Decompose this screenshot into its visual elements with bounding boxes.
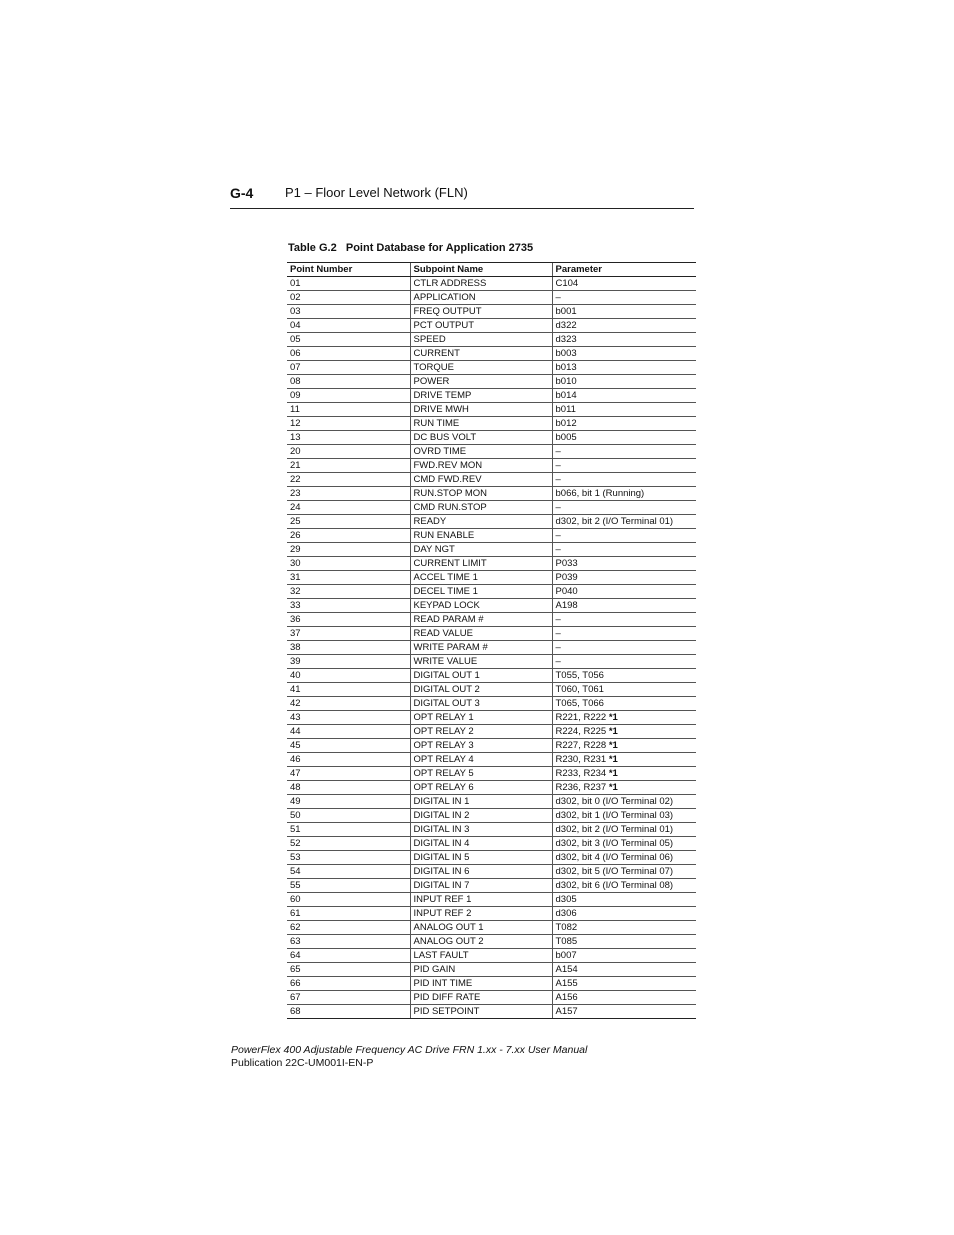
parameter-cell — [552, 557, 696, 571]
point-number-cell: 54 — [287, 865, 410, 879]
table-header-row — [287, 263, 696, 277]
table-row — [287, 347, 696, 361]
subpoint-name-cell: READ PARAM # — [410, 613, 552, 627]
parameter-value: P040 — [555, 586, 578, 597]
parameter-value: d323 — [555, 334, 577, 345]
parameter-value: d302, bit 4 (I/O Terminal 06) — [555, 852, 674, 863]
point-number-cell: 30 — [287, 557, 410, 571]
table-row — [287, 431, 696, 445]
parameter-value: T065, T066 — [555, 698, 604, 709]
parameter-value: d302, bit 6 (I/O Terminal 08) — [555, 880, 674, 891]
parameter-cell — [552, 277, 696, 291]
table-row — [287, 837, 696, 851]
subpoint-name-cell: DIGITAL IN 5 — [410, 851, 552, 865]
parameter-cell — [552, 781, 696, 795]
parameter-cell — [552, 305, 696, 319]
point-number-cell: 09 — [287, 389, 410, 403]
parameter-cell — [552, 823, 696, 837]
point-number-cell: 65 — [287, 963, 410, 977]
table-row — [287, 767, 696, 781]
parameter-value: P033 — [555, 558, 578, 569]
point-number-cell: 13 — [287, 431, 410, 445]
parameter-value: – — [555, 446, 561, 457]
parameter-cell — [552, 431, 696, 445]
point-number-cell: 39 — [287, 655, 410, 669]
parameter-value: d302, bit 0 (I/O Terminal 02) — [555, 796, 674, 807]
point-number-cell: 47 — [287, 767, 410, 781]
subpoint-name-cell: ANALOG OUT 1 — [410, 921, 552, 935]
parameter-value: d302, bit 5 (I/O Terminal 07) — [555, 866, 674, 877]
table-row — [287, 641, 696, 655]
table-row — [287, 921, 696, 935]
parameter-cell — [552, 333, 696, 347]
point-number-cell: 22 — [287, 473, 410, 487]
subpoint-name-cell: DIGITAL IN 3 — [410, 823, 552, 837]
point-number-cell: 43 — [287, 711, 410, 725]
subpoint-name-cell: DC BUS VOLT — [410, 431, 552, 445]
subpoint-name-cell: PID INT TIME — [410, 977, 552, 991]
table-row — [287, 459, 696, 473]
parameter-cell — [552, 543, 696, 557]
point-number-cell: 03 — [287, 305, 410, 319]
table-row — [287, 473, 696, 487]
subpoint-name-cell: LAST FAULT — [410, 949, 552, 963]
parameter-cell — [552, 739, 696, 753]
table-row — [287, 515, 696, 529]
subpoint-name-cell: DRIVE TEMP — [410, 389, 552, 403]
table-row — [287, 627, 696, 641]
parameter-value: b003 — [555, 348, 577, 359]
parameter-value: d322 — [555, 320, 577, 331]
point-number-cell: 21 — [287, 459, 410, 473]
footnote-marker: *1 — [608, 782, 618, 793]
table-row — [287, 669, 696, 683]
parameter-value: d306 — [555, 908, 577, 919]
subpoint-name-cell: OPT RELAY 4 — [410, 753, 552, 767]
subpoint-name-cell: OPT RELAY 6 — [410, 781, 552, 795]
column-header-parameter: Parameter — [552, 263, 696, 277]
subpoint-name-cell: DRIVE MWH — [410, 403, 552, 417]
point-number-cell: 49 — [287, 795, 410, 809]
table-row — [287, 291, 696, 305]
subpoint-name-cell: ANALOG OUT 2 — [410, 935, 552, 949]
point-number-cell: 48 — [287, 781, 410, 795]
point-number-cell: 24 — [287, 501, 410, 515]
parameter-cell — [552, 529, 696, 543]
subpoint-name-cell: DIGITAL OUT 2 — [410, 683, 552, 697]
point-number-cell: 55 — [287, 879, 410, 893]
parameter-cell — [552, 627, 696, 641]
point-number-cell: 31 — [287, 571, 410, 585]
subpoint-name-cell: RUN.STOP MON — [410, 487, 552, 501]
parameter-value: b013 — [555, 362, 577, 373]
parameter-cell — [552, 459, 696, 473]
parameter-value: A156 — [555, 992, 578, 1003]
point-number-cell: 12 — [287, 417, 410, 431]
parameter-cell — [552, 613, 696, 627]
point-number-cell: 50 — [287, 809, 410, 823]
subpoint-name-cell: FWD.REV MON — [410, 459, 552, 473]
point-number-cell: 05 — [287, 333, 410, 347]
table-row — [287, 277, 696, 291]
footnote-marker: *1 — [608, 712, 618, 723]
table-row — [287, 487, 696, 501]
subpoint-name-cell: WRITE VALUE — [410, 655, 552, 669]
parameter-value: d305 — [555, 894, 577, 905]
parameter-cell — [552, 711, 696, 725]
table-row — [287, 445, 696, 459]
point-number-cell: 61 — [287, 907, 410, 921]
parameter-value: b010 — [555, 376, 577, 387]
parameter-cell — [552, 809, 696, 823]
parameter-value: R236, R237 — [555, 782, 609, 793]
parameter-value: b014 — [555, 390, 577, 401]
table-row — [287, 417, 696, 431]
table-row — [287, 585, 696, 599]
table-row — [287, 375, 696, 389]
parameter-cell — [552, 403, 696, 417]
column-header-point-number: Point Number — [287, 263, 410, 277]
subpoint-name-cell: POWER — [410, 375, 552, 389]
subpoint-name-cell: DIGITAL OUT 1 — [410, 669, 552, 683]
subpoint-name-cell: CTLR ADDRESS — [410, 277, 552, 291]
footnote-marker: *1 — [608, 740, 618, 751]
table-row — [287, 907, 696, 921]
point-number-cell: 45 — [287, 739, 410, 753]
parameter-cell — [552, 991, 696, 1005]
subpoint-name-cell: APPLICATION — [410, 291, 552, 305]
section-title: P1 – Floor Level Network (FLN) — [285, 185, 468, 200]
parameter-cell — [552, 851, 696, 865]
table-row — [287, 865, 696, 879]
subpoint-name-cell: INPUT REF 1 — [410, 893, 552, 907]
parameter-value: R227, R228 — [555, 740, 609, 751]
parameter-cell — [552, 655, 696, 669]
subpoint-name-cell: KEYPAD LOCK — [410, 599, 552, 613]
parameter-value: – — [555, 530, 561, 541]
parameter-cell — [552, 571, 696, 585]
point-number-cell: 68 — [287, 1005, 410, 1019]
subpoint-name-cell: OVRD TIME — [410, 445, 552, 459]
subpoint-name-cell: CMD FWD.REV — [410, 473, 552, 487]
parameter-value: T085 — [555, 936, 578, 947]
point-number-cell: 25 — [287, 515, 410, 529]
parameter-cell — [552, 585, 696, 599]
parameter-value: d302, bit 2 (I/O Terminal 01) — [555, 824, 674, 835]
point-number-cell: 67 — [287, 991, 410, 1005]
manual-title: PowerFlex 400 Adjustable Frequency AC Drive FRN 1.xx - 7.xx User Manual — [231, 1044, 588, 1056]
parameter-cell — [552, 893, 696, 907]
parameter-value: A155 — [555, 978, 578, 989]
point-number-cell: 62 — [287, 921, 410, 935]
subpoint-name-cell: DIGITAL IN 1 — [410, 795, 552, 809]
table-row — [287, 893, 696, 907]
parameter-cell — [552, 389, 696, 403]
subpoint-name-cell: DIGITAL OUT 3 — [410, 697, 552, 711]
parameter-cell — [552, 445, 696, 459]
parameter-value: T055, T056 — [555, 670, 604, 681]
parameter-cell — [552, 935, 696, 949]
subpoint-name-cell: READY — [410, 515, 552, 529]
point-number-cell: 29 — [287, 543, 410, 557]
parameter-cell — [552, 837, 696, 851]
parameter-cell — [552, 921, 696, 935]
parameter-value: – — [555, 474, 561, 485]
parameter-value: d302, bit 1 (I/O Terminal 03) — [555, 810, 674, 821]
parameter-value: b011 — [555, 404, 576, 415]
table-row — [287, 1005, 696, 1019]
parameter-cell — [552, 487, 696, 501]
parameter-cell — [552, 949, 696, 963]
parameter-value: b012 — [555, 418, 577, 429]
subpoint-name-cell: SPEED — [410, 333, 552, 347]
point-number-cell: 01 — [287, 277, 410, 291]
parameter-cell — [552, 725, 696, 739]
point-number-cell: 53 — [287, 851, 410, 865]
point-number-cell: 06 — [287, 347, 410, 361]
parameter-value: C104 — [555, 278, 579, 289]
subpoint-name-cell: DIGITAL IN 7 — [410, 879, 552, 893]
subpoint-name-cell: CURRENT LIMIT — [410, 557, 552, 571]
table-row — [287, 781, 696, 795]
point-number-cell: 02 — [287, 291, 410, 305]
table-row — [287, 333, 696, 347]
parameter-value: – — [555, 544, 561, 555]
point-number-cell: 33 — [287, 599, 410, 613]
point-number-cell: 46 — [287, 753, 410, 767]
subpoint-name-cell: PID DIFF RATE — [410, 991, 552, 1005]
table-row — [287, 725, 696, 739]
parameter-value: b007 — [555, 950, 577, 961]
parameter-cell — [552, 599, 696, 613]
parameter-cell — [552, 347, 696, 361]
parameter-cell — [552, 669, 696, 683]
table-row — [287, 739, 696, 753]
table-row — [287, 977, 696, 991]
column-header-subpoint-name: Subpoint Name — [410, 263, 552, 277]
point-number-cell: 08 — [287, 375, 410, 389]
table-row — [287, 795, 696, 809]
table-row — [287, 599, 696, 613]
parameter-cell — [552, 515, 696, 529]
parameter-value: – — [555, 460, 561, 471]
page-footer — [231, 1044, 587, 1070]
subpoint-name-cell: TORQUE — [410, 361, 552, 375]
parameter-value: R224, R225 — [555, 726, 609, 737]
point-number-cell: 63 — [287, 935, 410, 949]
point-number-cell: 23 — [287, 487, 410, 501]
point-number-cell: 51 — [287, 823, 410, 837]
parameter-cell — [552, 473, 696, 487]
point-number-cell: 40 — [287, 669, 410, 683]
parameter-value: T082 — [555, 922, 578, 933]
point-number-cell: 52 — [287, 837, 410, 851]
parameter-cell — [552, 907, 696, 921]
subpoint-name-cell: OPT RELAY 5 — [410, 767, 552, 781]
parameter-cell — [552, 865, 696, 879]
table-row — [287, 949, 696, 963]
point-database-table — [287, 262, 696, 1019]
parameter-cell — [552, 1005, 696, 1019]
parameter-cell — [552, 795, 696, 809]
subpoint-name-cell: DIGITAL IN 4 — [410, 837, 552, 851]
parameter-cell — [552, 361, 696, 375]
subpoint-name-cell: DIGITAL IN 2 — [410, 809, 552, 823]
parameter-value: – — [555, 656, 561, 667]
footnote-marker: *1 — [608, 754, 618, 765]
footnote-marker: *1 — [608, 726, 618, 737]
publication-number: Publication 22C-UM001I-EN-P — [231, 1057, 374, 1069]
table-row — [287, 851, 696, 865]
point-number-cell: 04 — [287, 319, 410, 333]
table-row — [287, 403, 696, 417]
point-number-cell: 36 — [287, 613, 410, 627]
point-number-cell: 66 — [287, 977, 410, 991]
subpoint-name-cell: READ VALUE — [410, 627, 552, 641]
table-row — [287, 879, 696, 893]
point-number-cell: 20 — [287, 445, 410, 459]
subpoint-name-cell: PCT OUTPUT — [410, 319, 552, 333]
table-row — [287, 991, 696, 1005]
subpoint-name-cell: OPT RELAY 3 — [410, 739, 552, 753]
parameter-cell — [552, 291, 696, 305]
parameter-cell — [552, 501, 696, 515]
parameter-value: R221, R222 — [555, 712, 609, 723]
subpoint-name-cell: RUN TIME — [410, 417, 552, 431]
parameter-cell — [552, 977, 696, 991]
table-row — [287, 683, 696, 697]
point-number-cell: 64 — [287, 949, 410, 963]
table-row — [287, 319, 696, 333]
parameter-value: – — [555, 642, 561, 653]
subpoint-name-cell: CMD RUN.STOP — [410, 501, 552, 515]
table-row — [287, 501, 696, 515]
subpoint-name-cell: DECEL TIME 1 — [410, 585, 552, 599]
parameter-cell — [552, 641, 696, 655]
subpoint-name-cell: DAY NGT — [410, 543, 552, 557]
point-number-cell: 26 — [287, 529, 410, 543]
table-row — [287, 935, 696, 949]
subpoint-name-cell: FREQ OUTPUT — [410, 305, 552, 319]
page-number: G-4 — [230, 185, 254, 201]
table-body — [287, 277, 696, 1019]
table-caption: Table G.2 Point Database for Application 2735 — [288, 242, 534, 254]
parameter-value: – — [555, 502, 561, 513]
parameter-value: T060, T061 — [555, 684, 604, 695]
subpoint-name-cell: PID SETPOINT — [410, 1005, 552, 1019]
parameter-value: b005 — [555, 432, 577, 443]
parameter-value: – — [555, 292, 561, 303]
subpoint-name-cell: PID GAIN — [410, 963, 552, 977]
table-row — [287, 361, 696, 375]
table-row — [287, 571, 696, 585]
parameter-cell — [552, 767, 696, 781]
table-row — [287, 963, 696, 977]
subpoint-name-cell: INPUT REF 2 — [410, 907, 552, 921]
parameter-value: d302, bit 3 (I/O Terminal 05) — [555, 838, 674, 849]
parameter-value: A157 — [555, 1006, 578, 1017]
parameter-cell — [552, 375, 696, 389]
subpoint-name-cell: WRITE PARAM # — [410, 641, 552, 655]
point-number-cell: 32 — [287, 585, 410, 599]
table-row — [287, 809, 696, 823]
parameter-value: P039 — [555, 572, 578, 583]
page-header — [230, 183, 694, 209]
subpoint-name-cell: CURRENT — [410, 347, 552, 361]
parameter-value: A154 — [555, 964, 578, 975]
table-row — [287, 613, 696, 627]
table-row — [287, 823, 696, 837]
table-row — [287, 543, 696, 557]
parameter-cell — [552, 417, 696, 431]
parameter-value: – — [555, 614, 561, 625]
parameter-value: A198 — [555, 600, 578, 611]
point-number-cell: 60 — [287, 893, 410, 907]
subpoint-name-cell: DIGITAL IN 6 — [410, 865, 552, 879]
subpoint-name-cell: OPT RELAY 2 — [410, 725, 552, 739]
parameter-cell — [552, 879, 696, 893]
parameter-value: b066, bit 1 (Running) — [555, 488, 645, 499]
parameter-value: d302, bit 2 (I/O Terminal 01) — [555, 516, 674, 527]
footnote-marker: *1 — [608, 768, 618, 779]
parameter-cell — [552, 963, 696, 977]
parameter-value: R233, R234 — [555, 768, 609, 779]
subpoint-name-cell: OPT RELAY 1 — [410, 711, 552, 725]
parameter-value: – — [555, 628, 561, 639]
point-number-cell: 41 — [287, 683, 410, 697]
point-number-cell: 44 — [287, 725, 410, 739]
point-number-cell: 42 — [287, 697, 410, 711]
subpoint-name-cell: RUN ENABLE — [410, 529, 552, 543]
table-row — [287, 557, 696, 571]
parameter-cell — [552, 697, 696, 711]
point-number-cell: 38 — [287, 641, 410, 655]
table-row — [287, 305, 696, 319]
subpoint-name-cell: ACCEL TIME 1 — [410, 571, 552, 585]
table-row — [287, 753, 696, 767]
parameter-value: b001 — [555, 306, 577, 317]
table-row — [287, 529, 696, 543]
table-row — [287, 711, 696, 725]
parameter-value: R230, R231 — [555, 754, 609, 765]
parameter-cell — [552, 753, 696, 767]
point-number-cell: 07 — [287, 361, 410, 375]
table-row — [287, 389, 696, 403]
table-row — [287, 655, 696, 669]
parameter-cell — [552, 683, 696, 697]
point-number-cell: 37 — [287, 627, 410, 641]
table-row — [287, 697, 696, 711]
point-number-cell: 11 — [287, 403, 410, 417]
parameter-cell — [552, 319, 696, 333]
